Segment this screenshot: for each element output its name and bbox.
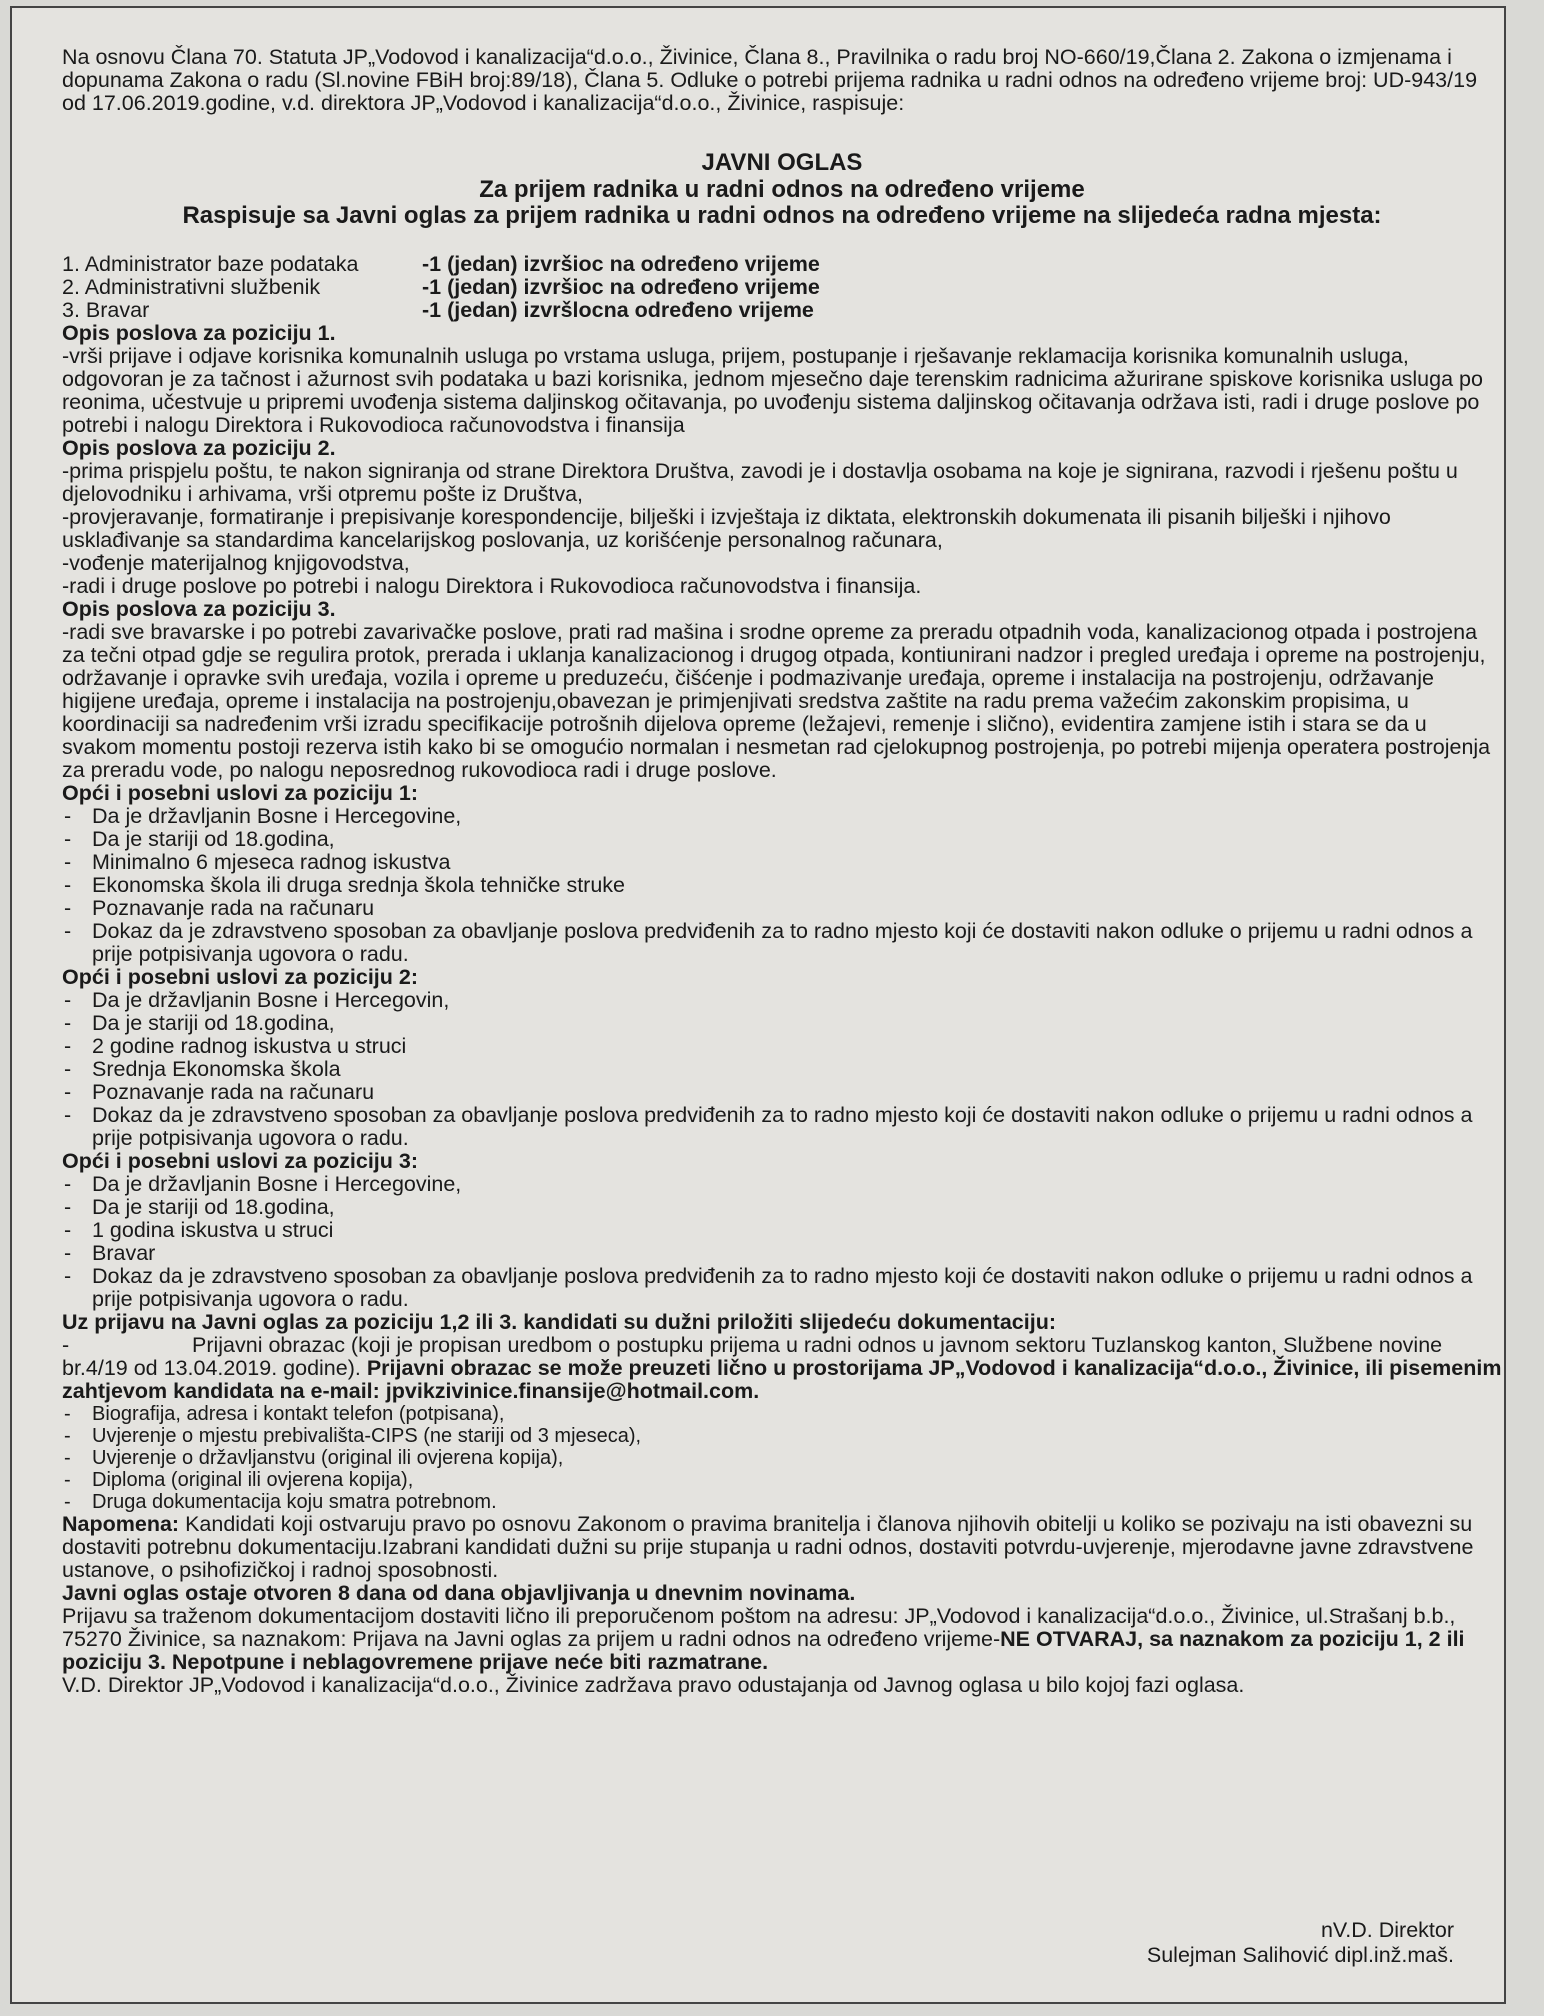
submit-text: Prijavu sa traženom dokumentacijom dostaviti lično ili preporučenom poštom na adresu: JP„Vodovod i kanalizacija“d.o.o., Živinice, ul.Strašanj b.b., 75270 Živinice, sa naznakom: Prijava na Javni oglas za prijem u radni odnos na određeno vrijeme- [62,1604,1456,1651]
position-count: -1 (jedan) izvršioc na određeno vrijeme [422,252,820,276]
docs-form-text: Prijavni obrazac (koji je propisan uredbom o postupku prijema u radni odnos u javnom sektoru Tuzlanskog kanton, Službene novine br.4/19 od 13.04.2019. godine). [62,1333,1443,1380]
list-item: - Dokaz da je zdravstveno sposoban za obavljanje poslova predviđenih za to radno mjesto koji će dostaviti nakon odluke o prijemu u radni odnos a prije potpisivanja ugovora o radu. [62,920,1502,966]
list-item: - 2 godine radnog iskustva u struci [62,1035,1502,1058]
list-item: - Minimalno 6 mjeseca radnog iskustva [62,851,1502,874]
list-item: - Da je stariji od 18.godina, [62,1012,1502,1035]
docs-form-bold: Prijavni obrazac se može preuzeti lično u prostorijama JP„Vodovod i kanalizacija“d.o.o., Živinice, ili pisemenim zahtjevom kandidata na e-mail: jpvikzivinice.finansije@hotmail.com. [62,1356,1502,1403]
list-item: - Poznavanje rada na računaru [62,897,1502,920]
signature-title: nV.D. Direktor [1320,1918,1454,1942]
list-item: - Da je stariji od 18.godina, [62,1196,1502,1219]
document-subtitle: Za prijem radnika u radni odnos na određeno vrijeme [479,176,1085,203]
position-name: 3. Bravar [62,298,150,322]
docs-heading: Uz prijavu na Javni oglas za poziciju 1,2 ili 3. kandidati su dužni priložiti slijedeću dokumentaciju: [62,1310,1056,1334]
desc2-line: -provjeravanje, formatiranje i prepisivanje korespondencije, bilješki i izvještaja iz diktata, elektronskih dokumenata ili pisanih bilješki i njihovo usklađivanje sa standardima kancelarijskog poslovanja, uz korišćenje personalnog računara, [62,505,1391,552]
cond1-heading: Opći i posebni uslovi za poziciju 1: [62,781,418,805]
desc1-heading: Opis poslova za poziciju 1. [62,321,336,345]
position-count: -1 (jedan) izvršioc na određeno vrijeme [422,275,820,299]
list-item: - Bravar [62,1242,1502,1265]
desc3-text: -radi sve bravarske i po potrebi zavarivačke poslove, prati rad mašina i srodne opreme za preradu otpadnih voda, kanalizacionog otpada i postrojena za tečni otpad gdje se regulira protok, prerada i uklanja kanalizacionog i drugog otpada, kontiunirani nadzor i pregled uređaja i opreme na postrojenju, održavanje i opravke svih uređaja, vozila i opreme u preduzeću, čišćenje i podmazivanje uređaja, opreme i instalacija na postrojenju, održavanje higijene uređaja, opreme i instalacija na postrojenju,obavezan je primjenjivati sredstva zaštite na radu prema važećim zakonskim propisima, u koordinaciji sa nadređenim vrši izradu specifikacije potrošnih dijelova opreme (ležajevi, remenje i slično), evidentira zamjene istih i stara se da u svakom momentu postoji rezerva istih kako bi se omogućio normalan i nesmetan rad cjelokupnog postrojenja, po potrebi mijenja operatera postrojenja za preradu vode, po nalogu neposrednog rukovodioca radi i druge poslove. [62,620,1491,782]
open-duration: Javni oglas ostaje otvoren 8 dana od dana objavljivanja u dnevnim novinama. [62,1581,856,1605]
note-label: Napomena: [62,1512,180,1536]
desc2-line: -radi i druge poslove po potrebi i nalogu Direktora i Rukovodioca računovodstva i finansija. [62,574,922,598]
list-item: - Srednja Ekonomska škola [62,1058,1502,1081]
list-item: - Poznavanje rada na računaru [62,1081,1502,1104]
docs-list [62,1403,1502,1513]
list-item: - Uvjerenje o mjestu prebivališta-CIPS (ne stariji od 3 mjeseca), [62,1425,1502,1447]
list-item: - Ekonomska škola ili druga srednja škola tehničke struke [62,874,1502,897]
positions-list [62,253,1502,322]
submit-bold: NE OTVARAJ, sa naznakom za poziciju 1, 2 ili poziciju 3. Nepotpune i neblagovremene prijave neće biti razmatrane. [62,1627,1465,1674]
signature-block [1147,1918,1454,1968]
intro-paragraph: Na osnovu Člana 70. Statuta JP„Vodovod i kanalizacija“d.o.o., Živinice, Člana 8., Pravilnika o radu broj NO-660/19,Člana 2. Zakona o izmjenama i dopunama Zakona o radu (Sl.novine FBiH broj:89/18), Člana 5. Odluke o potrebi prijema radnika u radni odnos na određeno vrijeme broj: UD-943/19 od 17.06.2019.godine, v.d. direktora JP„Vodovod i kanalizacija“d.o.o., Živinice, raspisuje: [62,45,1478,115]
signature-name: Sulejman Salihović dipl.inž.maš. [1146,1943,1454,1967]
desc1-text: -vrši prijave i odjave korisnika komunalnih usluga po vrstama usluga, prijem, postupanje i rješavanje reklamacija korisnika komunalnih usluga, odgovoran je za tačnost i ažurnost svih podataka u bazi korisnika, jednom mjesečno daje terenskim radnicima ažurirane spiskove korisnika usluga po reonima, učestvuje u pripremi uvođenja sistema daljinskog očitavanja, po uvođenju sistema daljinskog očitavanja održava isti, radi i druge poslove po potrebi i nalogu Direktora i Rukovodioca računovodstva i finansija [62,344,1483,437]
docs-form-paragraph: - Prijavni obrazac (koji je propisan uredbom o postupku prijema u radni odnos u javnom sektoru Tuzlanskog kanton, Službene novine br.4/19 od 13.04.2019. godine). Prijavni obrazac se može preuzeti lično u prostorijama JP„Vodovod i kanalizacija“d.o.o., Živinice, ili pisemenim zahtjevom kandidata na e-mail: jpvikzivinice.finansije@hotmail.com. [62,1333,1502,1403]
list-item: - Da je državljanin Bosne i Hercegovine, [62,1173,1502,1196]
list-item: - Druga dokumentacija koju smatra potrebnom. [62,1491,1502,1513]
document-page [10,6,1506,2004]
position-item [62,299,1502,322]
list-item: - Dokaz da je zdravstveno sposoban za obavljanje poslova predviđenih za to radno mjesto koji će dostaviti nakon odluke o prijemu u radni odnos a prije potpisivanja ugovora o radu. [62,1104,1502,1150]
cond1-list [62,805,1502,966]
desc2-line: -vođenje materijalnog knjigovodstva, [62,551,410,575]
list-item: - Biografija, adresa i kontakt telefon (potpisana), [62,1403,1502,1425]
cond2-heading: Opći i posebni uslovi za poziciju 2: [62,965,418,989]
cond3-heading: Opći i posebni uslovi za poziciju 3: [62,1149,418,1173]
cond3-list [62,1173,1502,1311]
list-item: - Da je državljanin Bosne i Hercegovin, [62,989,1502,1012]
desc3-heading: Opis poslova za poziciju 3. [62,597,336,621]
position-name: 1. Administrator baze podataka [62,252,359,276]
position-count: -1 (jedan) izvršlocna određeno vrijeme [422,298,814,322]
list-item: - 1 godina iskustva u struci [62,1219,1502,1242]
position-item [62,276,1502,299]
note-text: Kandidati koji ostvaruju pravo po osnovu Zakonom o pravima branitelja i članova njihovih obitelji u koliko se pozivaju na isti obavezni su dostaviti potrebnu dokumentaciju.Izabrani kandidati dužni su prije stupanja u radni odnos, dostaviti potvrdu-uvjerenje, mjerodavne javne zdravstvene ustanove, o psihofizičkoj i radnoj sposobnosti. [62,1512,1474,1582]
submit-paragraph [62,1605,1502,1674]
cond2-list [62,989,1502,1150]
document-body [62,46,1502,1697]
desc2-line: -prima prispjelu poštu, te nakon signiranja od strane Direktora Društva, zavodi je i dostavlja osobama na koje je signirana, razvodi i rješenu poštu u djelovodniku i arhivama, vrši otpremu pošte iz Društva, [62,459,1458,506]
position-name: 2. Administrativni službenik [62,275,321,299]
list-item: - Da je stariji od 18.godina, [62,828,1502,851]
reserve-paragraph: V.D. Direktor JP„Vodovod i kanalizacija“d.o.o., Živinice zadržava pravo odustajanja od Javnog oglasa u bilo kojoj fazi oglasa. [62,1673,1245,1697]
list-item: - Uvjerenje o državljanstvu (original ili ovjerena kopija), [62,1447,1502,1469]
list-item: - Dokaz da je zdravstveno sposoban za obavljanje poslova predviđenih za to radno mjesto koji će dostaviti nakon odluke o prijemu u radni odnos a prije potpisivanja ugovora o radu. [62,1265,1502,1311]
document-title: JAVNI OGLAS [701,149,863,176]
list-item: - Da je državljanin Bosne i Hercegovine, [62,805,1502,828]
document-subheading: Raspisuje sa Javni oglas za prijem radnika u radni odnos na određeno vrijeme na slijedeća radna mjesta: [182,202,1382,229]
list-item: - Diploma (original ili ovjerena kopija), [62,1469,1502,1491]
note-paragraph [62,1513,1502,1582]
desc2-heading: Opis poslova za poziciju 2. [62,436,336,460]
position-item [62,253,1502,276]
